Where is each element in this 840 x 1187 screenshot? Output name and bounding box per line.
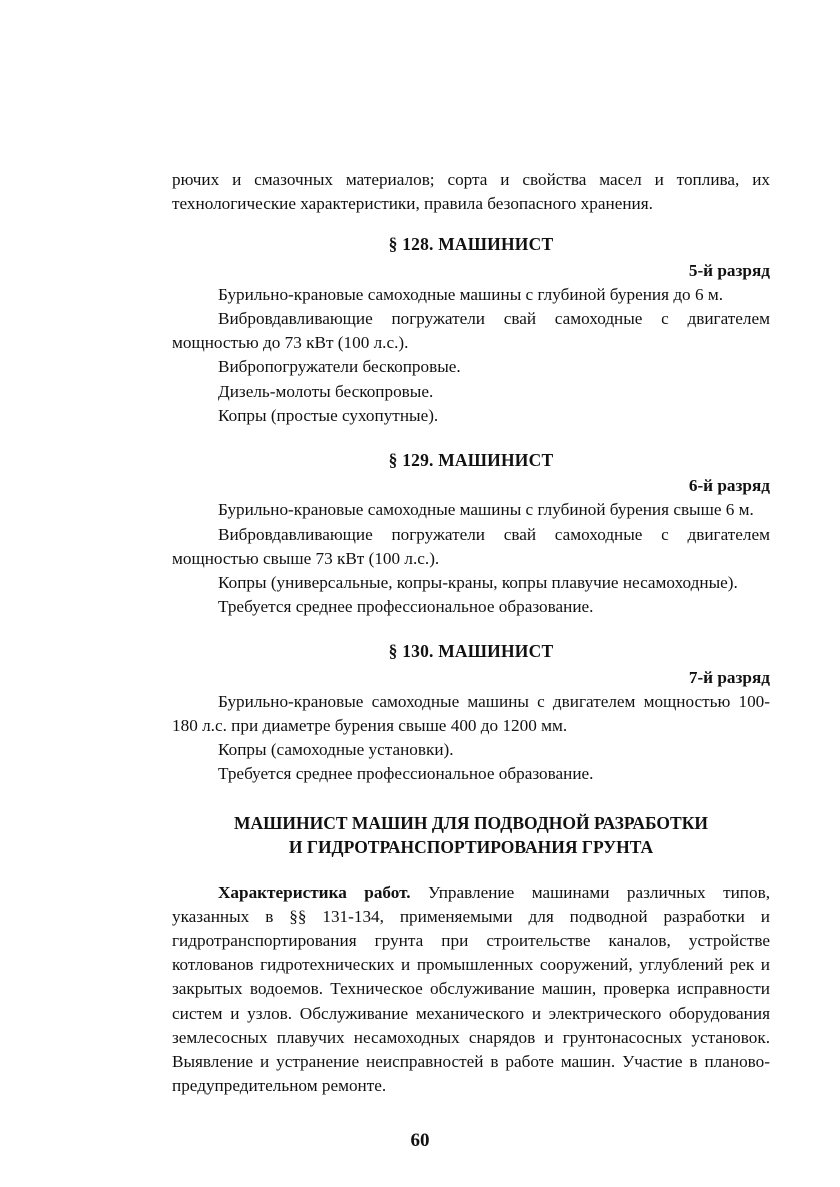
section-130	[172, 639, 770, 786]
grade-label: 6-й разряд	[688, 476, 770, 496]
grade-label: 5-й разряд	[688, 260, 770, 280]
section-item: Бурильно-крановые самоходные машины с глубиной бурения свыше 6 м.	[218, 500, 754, 520]
section-item: Копры (самоходные установки).	[218, 740, 454, 760]
section-item: Вибровдавливающие погружатели свай самоходные с двигателем мощностью до 73 кВт (100 л.с.).	[172, 309, 770, 353]
section-title: § 129. МАШИНИСТ	[388, 450, 554, 471]
section-item: Требуется среднее профессиональное образование.	[218, 764, 594, 784]
characteristic-paragraph	[172, 881, 770, 1099]
chapter-title	[172, 811, 770, 859]
section-item: Дизель-молоты бескопровые.	[218, 381, 434, 401]
intro-paragraph: рючих и смазочных материалов; сорта и свойства масел и топлива, их технологические характеристики, правила безопасного хранения.	[172, 170, 770, 214]
characteristic-label: Характеристика работ.	[218, 882, 411, 902]
grade-label: 7-й разряд	[688, 667, 770, 687]
section-title: § 130. МАШИНИСТ	[388, 641, 554, 662]
chapter-title-line2: И ГИДРОТРАНСПОРТИРОВАНИЯ ГРУНТА	[288, 836, 654, 857]
section-item: Требуется среднее профессиональное образование.	[218, 597, 594, 617]
section-item: Вибропогружатели бескопровые.	[218, 357, 461, 377]
document-page	[172, 168, 770, 1099]
page-number: 60	[410, 1130, 430, 1151]
characteristic-text: Управление машинами различных типов, указанных в §§ 131-134, применяемыми для подводной разработки и гидротранспортирования грунта при строительстве каналов, устройстве котлованов гидротехнических и промышленных сооружений, углублений рек и закрытых водоемов. Техническое обслуживание машин, проверка исправности систем и узлов. Обслуживание механического и электрического оборудования землесосных плавучих несамоходных снарядов и грунтонасосных установок. Выявление и устранение неисправностей в работе машин. Участие в планово-предупредительном ремонте.	[172, 882, 770, 1096]
section-item: Вибровдавливающие погружатели свай самоходные с двигателем мощностью свыше 73 кВт (100 л.с.).	[172, 524, 770, 568]
section-item: Бурильно-крановые самоходные машины с глубиной бурения до 6 м.	[218, 284, 724, 304]
section-128	[172, 232, 770, 428]
section-title: § 128. МАШИНИСТ	[388, 234, 554, 255]
section-item: Копры (универсальные, копры-краны, копры плавучие несамоходные).	[218, 573, 738, 593]
chapter-title-line1: МАШИНИСТ МАШИН ДЛЯ ПОДВОДНОЙ РАЗРАБОТКИ	[233, 812, 709, 833]
section-item: Бурильно-крановые самоходные машины с двигателем мощностью 100-180 л.с. при диаметре бурения свыше 400 до 1200 мм.	[172, 691, 770, 736]
section-item: Копры (простые сухопутные).	[218, 405, 439, 425]
section-129	[172, 448, 770, 619]
